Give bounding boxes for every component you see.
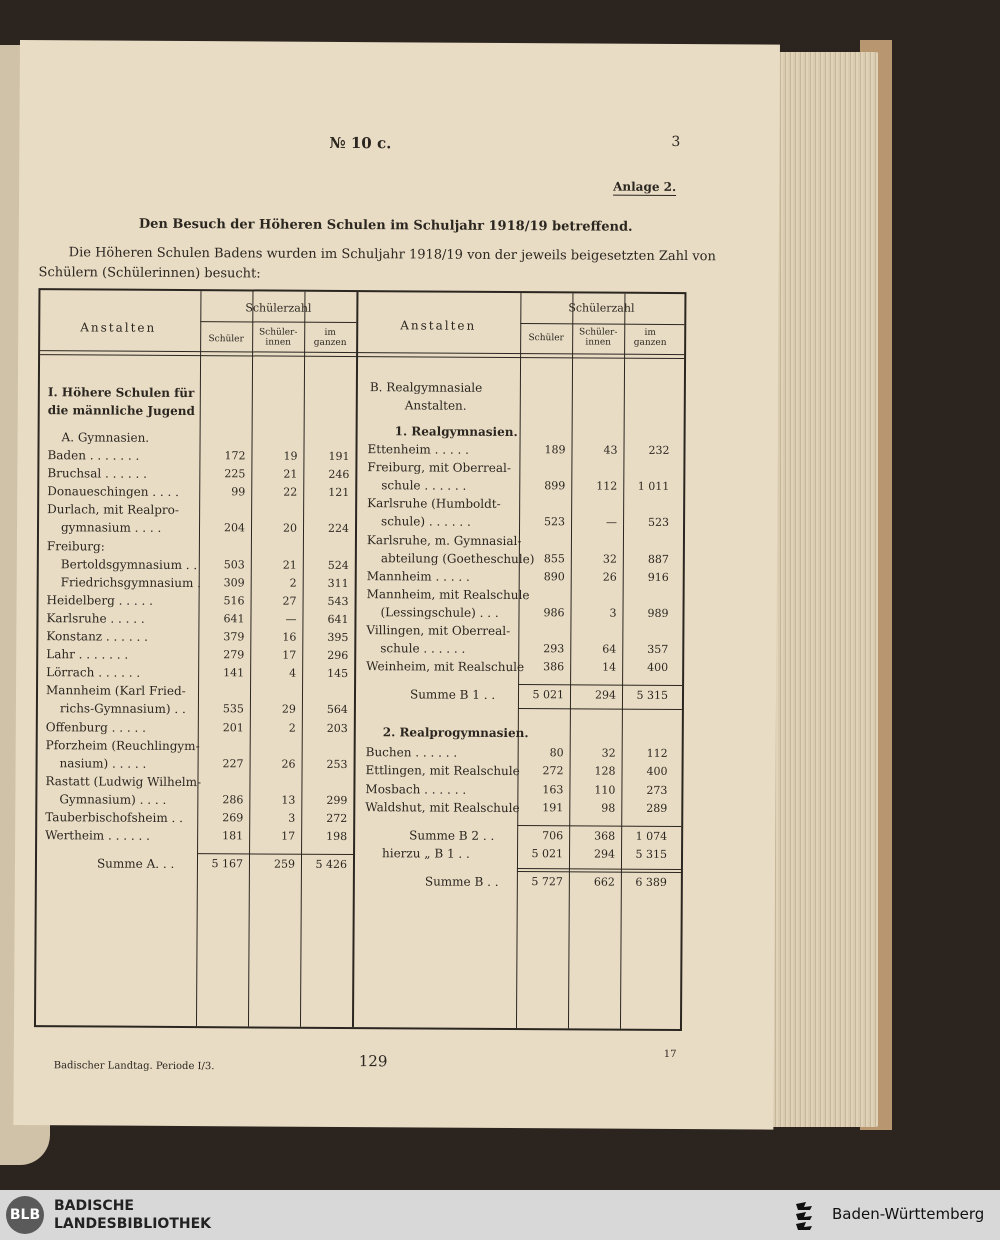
row-label: Tauberbischofsheim . . [45, 810, 184, 826]
cell-schueler: 379 [223, 630, 245, 644]
page-block-edge [768, 52, 878, 1127]
cell-im-ganzen: 543 [327, 594, 349, 608]
header-imganzen-left: im ganzen [313, 327, 347, 349]
cell-im-ganzen: 311 [327, 576, 349, 590]
row-label: Buchen . . . . . . [365, 745, 458, 760]
footer-landtag: Badischer Landtag. Periode I/3. [53, 1060, 215, 1073]
cell-schueler: 855 [543, 551, 565, 565]
row-label-cont: Gymnasium) . . . . [59, 792, 167, 807]
footer-page-number: 129 [358, 1052, 388, 1071]
cell-im-ganzen: 564 [326, 703, 348, 717]
cell-schuelerinnen: 22 [283, 485, 298, 499]
cell-schueler: 293 [543, 642, 565, 656]
cell-im-ganzen: 246 [328, 467, 350, 482]
footer-signature: 17 [663, 1048, 677, 1061]
cell-im-ganzen: 523 [648, 516, 670, 530]
hierzu-b1-schueler: 5 021 [531, 846, 564, 861]
row-label: Lahr . . . . . . . [46, 647, 129, 662]
row-label: Heidelberg . . . . . [46, 592, 153, 608]
cell-im-ganzen: 198 [326, 829, 348, 844]
cell-schueler: 163 [542, 782, 564, 796]
header-anstalten-left: Anstalten [80, 320, 157, 335]
row-label-cont: schule . . . . . . [381, 478, 467, 493]
summe-a-im-ganzen: 5 426 [315, 858, 348, 872]
cell-im-ganzen: 357 [647, 642, 669, 657]
row-label: Bruchsal . . . . . . [47, 466, 148, 481]
blb-logo-icon[interactable]: BLB [6, 1196, 44, 1234]
section-heading-1: I. Höhere Schulen für [47, 385, 195, 401]
row-label: Freiburg, mit Oberreal- [367, 460, 511, 476]
cell-schuelerinnen: 3 [609, 606, 617, 620]
summe-a-label: Summe A. . . [96, 856, 175, 872]
row-label: Weinheim, mit Realschule [366, 659, 525, 675]
summe-b-im-ganzen: 6 389 [635, 875, 667, 889]
summe-b-label: Summe B . . [424, 874, 499, 889]
cell-schueler: 204 [223, 521, 246, 535]
cell-schueler: 535 [222, 702, 244, 716]
row-label: Wertheim . . . . . . [45, 828, 151, 843]
cell-schuelerinnen: 32 [602, 552, 617, 566]
hierzu-b1-schuelerinnen: 294 [594, 847, 616, 861]
cell-schuelerinnen: 13 [281, 793, 296, 807]
cell-schueler: 189 [544, 443, 566, 457]
cell-schueler: 80 [549, 746, 564, 760]
summe-b2-label: Summe B 2 . . [409, 828, 495, 843]
cell-im-ganzen: 989 [647, 606, 669, 620]
cell-schuelerinnen: 19 [283, 449, 298, 463]
cell-schuelerinnen: — [285, 612, 297, 626]
cell-schuelerinnen: 27 [282, 594, 297, 608]
row-label: Ettlingen, mit Realschule [365, 763, 520, 779]
cell-im-ganzen: 916 [647, 570, 669, 584]
cell-schuelerinnen: 14 [602, 660, 617, 674]
summe-a-schueler: 5 167 [211, 857, 244, 871]
header-anstalten-right: Anstalten [400, 318, 477, 333]
header-schuelerinnen-right: Schüler- innen [579, 327, 618, 348]
row-label-cont: schule . . . . . . [380, 641, 466, 656]
cell-schuelerinnen: 32 [601, 746, 616, 760]
cell-schuelerinnen: — [606, 515, 618, 530]
cell-schueler: 286 [222, 793, 244, 807]
row-label: Karlsruhe (Humboldt- [367, 496, 501, 512]
row-label: Donaueschingen . . . . [47, 484, 180, 500]
cell-schueler: 191 [542, 800, 564, 814]
summe-rule [518, 684, 682, 686]
hierzu-b1-label: hierzu „ B 1 . . [381, 845, 470, 861]
row-label-cont: (Lessingschule) . . . [380, 605, 499, 620]
section-heading-b1: B. Realgymnasiale [369, 380, 483, 395]
cell-schuelerinnen: 26 [602, 570, 617, 584]
cell-im-ganzen: 395 [327, 630, 349, 645]
row-label: Mannheim (Karl Fried- [45, 683, 186, 699]
header-imganzen-right: im ganzen [633, 327, 667, 348]
page-number: 3 [671, 133, 681, 151]
header-schuelerzahl-right: Schülerzahl [568, 301, 635, 315]
cell-im-ganzen: 203 [326, 721, 348, 735]
summe-rule [197, 853, 353, 855]
summe-rule [517, 871, 681, 873]
cell-im-ganzen: 1 011 [637, 479, 670, 494]
blb-name[interactable]: BADISCHE LANDESBIBLIOTHEK [54, 1198, 212, 1232]
cell-schuelerinnen: 17 [282, 648, 297, 662]
subsection-gymnasien: A. Gymnasien. [61, 430, 150, 445]
row-label: Offenburg . . . . . [45, 719, 147, 735]
cell-schueler: 99 [231, 485, 246, 499]
header-schuelerinnen-left: Schüler- innen [258, 327, 298, 348]
cell-schueler: 986 [543, 606, 565, 620]
row-label-cont: schule) . . . . . . [381, 514, 471, 530]
cell-im-ganzen: 296 [327, 648, 349, 663]
cell-schuelerinnen: 2 [288, 721, 296, 735]
row-label: Freiburg: [46, 538, 105, 554]
cell-schueler: 172 [224, 449, 246, 463]
cell-schueler: 201 [222, 720, 244, 734]
cell-schuelerinnen: 3 [288, 811, 296, 825]
summe-b1-label: Summe B 1 . . [409, 687, 496, 703]
summe-b1-schueler: 5 021 [532, 688, 565, 702]
document-page [13, 40, 780, 1130]
section-heading-2: die männliche Jugend [47, 403, 195, 419]
cell-schueler: 516 [223, 594, 245, 608]
cell-im-ganzen: 253 [326, 757, 348, 771]
cell-schuelerinnen: 112 [596, 479, 618, 493]
cell-im-ganzen: 272 [326, 811, 348, 826]
summe-b-schuelerinnen: 662 [593, 875, 615, 889]
intro-line-1: Die Höheren Schulen Badens wurden im Schuljahr 1918/19 von der jeweils beigesetzten Zahl von [68, 245, 716, 265]
row-label: Mannheim, mit Realschule [366, 586, 530, 602]
summe-b1-schuelerinnen: 294 [594, 688, 617, 702]
document-title: Den Besuch der Höheren Schulen im Schuljahr 1918/19 betreffend. [138, 216, 633, 235]
cell-schuelerinnen: 16 [282, 630, 297, 644]
cell-schuelerinnen: 110 [594, 783, 616, 797]
cell-schuelerinnen: 26 [281, 757, 296, 771]
row-label: Lörrach . . . . . . [46, 665, 141, 680]
cell-schueler: 269 [222, 811, 244, 825]
cell-im-ganzen: 400 [646, 765, 668, 779]
subsection-realgymnasien: 1. Realgymnasien. [394, 424, 518, 440]
cell-schuelerinnen: 4 [289, 666, 297, 680]
summe-b2-schueler: 706 [542, 828, 564, 843]
summe-rule [517, 868, 681, 870]
header-schuelerzahl-left: Schülerzahl [245, 301, 312, 315]
document-number: № 10 c. [329, 133, 392, 153]
summe-b-schueler: 5 727 [531, 874, 563, 889]
cell-schueler: 309 [223, 575, 245, 590]
cell-im-ganzen: 232 [648, 443, 670, 457]
row-label: Mosbach . . . . . . [365, 781, 467, 797]
subsection-realprogymnasien: 2. Realprogymnasien. [382, 725, 529, 741]
cell-schuelerinnen: 98 [601, 801, 616, 815]
summe-rule [517, 825, 681, 827]
row-label: Karlsruhe . . . . . [46, 611, 145, 626]
cell-schueler: 503 [223, 557, 245, 571]
cell-schueler: 227 [222, 756, 244, 771]
cell-schueler: 641 [223, 612, 245, 626]
row-label: Rastatt (Ludwig Wilhelm- [45, 773, 202, 789]
cell-im-ganzen: 224 [327, 522, 350, 536]
row-label-cont: gymnasium . . . . [60, 520, 162, 536]
statistics-table [34, 288, 687, 1031]
cell-schueler: 272 [542, 764, 564, 778]
cell-schuelerinnen: 21 [283, 467, 298, 481]
row-label: Friedrichsgymnasium . [60, 574, 202, 590]
bw-name[interactable]: Baden-Württemberg [832, 1205, 985, 1223]
row-label: Durlach, mit Realpro- [47, 502, 180, 518]
row-label: Baden . . . . . . . [47, 448, 140, 463]
cell-schueler: 181 [222, 829, 244, 843]
hierzu-b1-im-ganzen: 5 315 [635, 847, 668, 861]
row-label-cont: abteilung (Goetheschule) [380, 550, 535, 566]
header-bottom-rule [40, 354, 684, 359]
cell-schueler: 890 [543, 569, 565, 584]
row-label: Ettenheim . . . . . [367, 442, 469, 457]
cell-im-ganzen: 887 [647, 552, 669, 566]
bw-lions-icon [792, 1198, 822, 1232]
row-label-cont: richs-Gymnasium) . . [59, 701, 186, 717]
cell-schuelerinnen: 128 [594, 764, 616, 779]
cell-im-ganzen: 273 [646, 783, 668, 797]
cell-schuelerinnen: 43 [603, 443, 618, 457]
header-schueler-right: Schüler [528, 333, 564, 344]
row-label: Waldshut, mit Realschule [365, 799, 520, 815]
cell-schuelerinnen: 2 [289, 576, 297, 590]
cell-schueler: 386 [543, 660, 565, 674]
header-rule [200, 321, 356, 323]
cell-im-ganzen: 400 [647, 661, 669, 675]
cell-schuelerinnen: 17 [281, 829, 296, 843]
section-heading-b2: Anstalten. [404, 398, 467, 413]
row-label: Villingen, mit Oberreal- [366, 623, 511, 639]
cell-schueler: 141 [223, 666, 245, 680]
cell-schuelerinnen: 21 [282, 558, 297, 572]
row-label: Konstanz . . . . . . [46, 629, 148, 644]
row-label-cont: nasium) . . . . . [59, 755, 147, 771]
summe-b1-im-ganzen: 5 315 [636, 689, 669, 703]
cell-schueler: 225 [224, 467, 246, 481]
cell-schuelerinnen: 64 [602, 642, 617, 656]
cell-im-ganzen: 299 [326, 793, 348, 807]
header-schueler-left: Schüler [208, 334, 244, 345]
cell-im-ganzen: 191 [328, 449, 350, 464]
section-rule [518, 708, 682, 710]
intro-line-2: Schülern (Schülerinnen) besucht: [38, 265, 261, 282]
summe-b2-im-ganzen: 1 074 [635, 829, 668, 843]
center-divider [352, 292, 358, 1027]
cell-im-ganzen: 524 [327, 558, 349, 572]
row-label: Bertoldsgymnasium . . [60, 556, 198, 572]
cell-schuelerinnen: 29 [281, 703, 296, 717]
library-footer-bar [0, 1190, 1000, 1240]
cell-schueler: 523 [544, 515, 566, 529]
cell-schueler: 899 [544, 479, 566, 493]
cell-im-ganzen: 289 [646, 801, 668, 815]
summe-a-schuelerinnen: 259 [273, 857, 296, 871]
cell-im-ganzen: 641 [327, 612, 349, 626]
summe-b2-schuelerinnen: 368 [594, 829, 616, 843]
anlage-label: Anlage 2. [613, 179, 677, 195]
cell-schuelerinnen: 20 [282, 522, 298, 536]
cell-im-ganzen: 121 [328, 486, 350, 500]
row-label: Karlsruhe, m. Gymnasial- [366, 532, 522, 548]
cell-im-ganzen: 145 [327, 667, 349, 681]
cell-im-ganzen: 112 [646, 747, 668, 761]
row-label: Mannheim . . . . . [366, 568, 470, 584]
cell-schueler: 279 [223, 648, 245, 662]
header-rule [520, 323, 684, 325]
row-label: Pforzheim (Reuchlingym- [45, 737, 200, 753]
